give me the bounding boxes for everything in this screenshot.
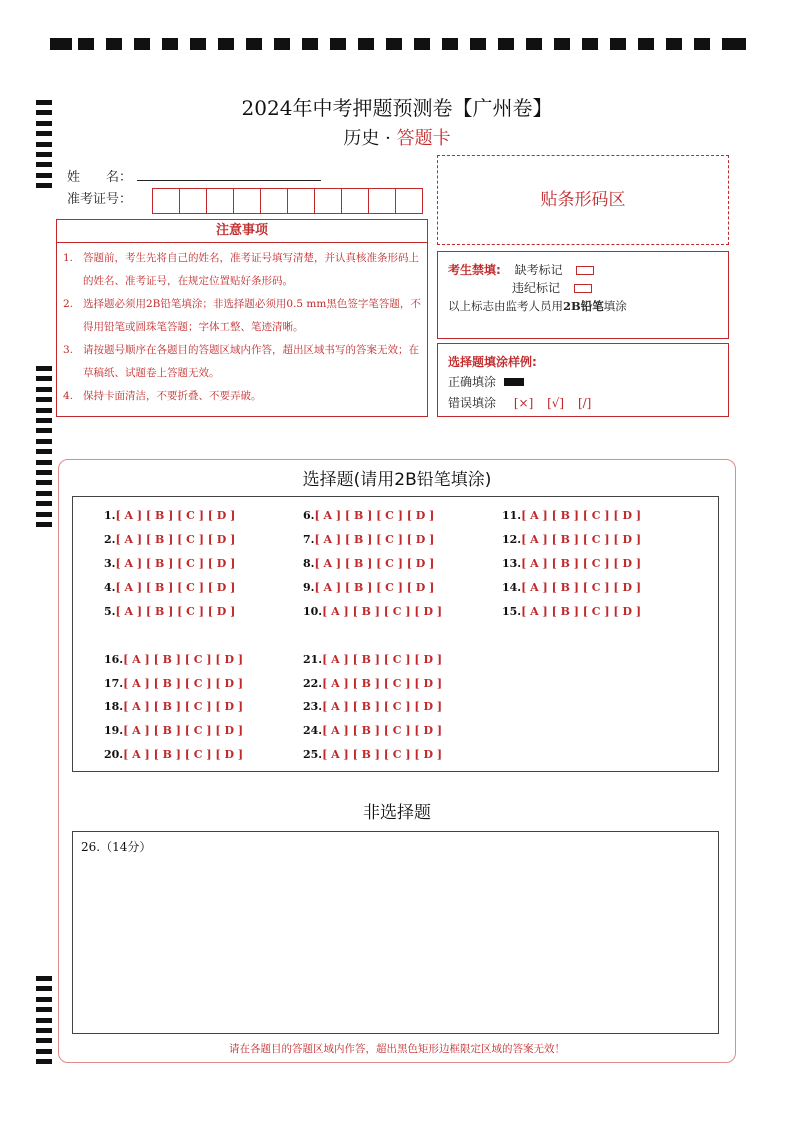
wrong-fill-row: 错误填涂 [×] [√] [/] bbox=[448, 396, 592, 410]
question-number: 11. bbox=[502, 509, 522, 522]
alignment-mark bbox=[526, 38, 542, 50]
forbidden-label: 考生禁填: bbox=[448, 263, 501, 277]
alignment-mark bbox=[414, 38, 430, 50]
mcq-question-row[interactable] bbox=[104, 653, 243, 666]
answer-options[interactable]: [ A ] [ B ] [ C ] [ D ] bbox=[123, 653, 244, 666]
answer-options[interactable]: [ A ] [ B ] [ C ] [ D ] bbox=[322, 724, 443, 737]
page-title: 2024年中考押题预测卷【广州卷】 bbox=[241, 96, 553, 120]
alignment-mark bbox=[470, 38, 486, 50]
question-number: 15. bbox=[502, 605, 522, 618]
mcq-question-row[interactable] bbox=[502, 509, 641, 522]
answer-options[interactable]: [ A ] [ B ] [ C ] [ D ] bbox=[322, 653, 443, 666]
absent-mark-box[interactable] bbox=[576, 266, 594, 275]
alignment-mark bbox=[36, 376, 52, 381]
alignment-mark bbox=[36, 418, 52, 423]
question-number: 3. bbox=[104, 557, 116, 570]
alignment-mark bbox=[302, 38, 318, 50]
answer-options[interactable]: [ A ] [ B ] [ C ] [ D ] bbox=[123, 724, 244, 737]
question-number: 21. bbox=[303, 653, 323, 666]
answer-options[interactable]: [ A ] [ B ] [ C ] [ D ] bbox=[521, 509, 642, 522]
question-number: 23. bbox=[303, 700, 323, 713]
mcq-question-row[interactable] bbox=[502, 533, 641, 546]
alignment-mark bbox=[78, 38, 94, 50]
alignment-mark bbox=[36, 1028, 52, 1033]
mcq-question-row[interactable] bbox=[104, 557, 235, 570]
mcq-question-row[interactable] bbox=[104, 700, 243, 713]
subject-label: 历史 bbox=[343, 128, 380, 149]
answer-options[interactable]: [ A ] [ B ] [ C ] [ D ] bbox=[322, 677, 443, 690]
alignment-mark bbox=[610, 38, 626, 50]
mcq-question-row[interactable] bbox=[104, 724, 243, 737]
alignment-mark bbox=[666, 38, 682, 50]
answer-options[interactable]: [ A ] [ B ] [ C ] [ D ] bbox=[123, 700, 244, 713]
non-mcq-title: 非选择题 bbox=[363, 803, 431, 823]
alignment-mark bbox=[36, 408, 52, 413]
name-label: 姓 名： bbox=[67, 170, 133, 185]
question-number: 10. bbox=[303, 605, 323, 618]
question-number: 24. bbox=[303, 724, 323, 737]
mcq-question-row[interactable] bbox=[303, 748, 442, 761]
alignment-mark bbox=[36, 501, 52, 506]
question-number: 18. bbox=[104, 700, 124, 713]
answer-options[interactable]: [ A ] [ B ] [ C ] [ D ] bbox=[322, 700, 443, 713]
answer-options[interactable]: [ A ] [ B ] [ C ] [ D ] bbox=[521, 581, 642, 594]
alignment-mark bbox=[36, 162, 52, 167]
alignment-mark bbox=[36, 387, 52, 392]
alignment-marks-top bbox=[50, 38, 746, 50]
mcq-question-row[interactable] bbox=[303, 700, 442, 713]
alignment-mark bbox=[274, 38, 290, 50]
forbidden-panel bbox=[437, 251, 729, 339]
alignment-mark bbox=[36, 397, 52, 402]
alignment-mark bbox=[36, 366, 52, 371]
mcq-question-row[interactable] bbox=[104, 605, 235, 618]
filled-mark-icon bbox=[504, 378, 524, 386]
alignment-mark bbox=[36, 428, 52, 433]
barcode-area: 贴条形码区 bbox=[437, 155, 729, 245]
violation-mark-box[interactable] bbox=[574, 284, 592, 293]
alignment-mark bbox=[190, 38, 206, 50]
answer-options[interactable]: [ A ] [ B ] [ C ] [ D ] bbox=[314, 509, 435, 522]
alignment-mark bbox=[106, 38, 122, 50]
alignment-mark bbox=[36, 491, 52, 496]
mcq-question-row[interactable] bbox=[303, 581, 434, 594]
alignment-mark bbox=[36, 986, 52, 991]
question-number: 22. bbox=[303, 677, 323, 690]
alignment-mark bbox=[36, 460, 52, 465]
question-26-label: 26.（14分） bbox=[81, 840, 152, 854]
alignment-mark bbox=[162, 38, 178, 50]
mcq-question-row[interactable] bbox=[502, 557, 641, 570]
notice-item: 4. 保持卡面清洁，不要折叠、不要弄破。 bbox=[63, 390, 262, 402]
mcq-question-row[interactable] bbox=[303, 557, 434, 570]
notice-heading: 注意事项 bbox=[57, 220, 427, 243]
alignment-mark bbox=[246, 38, 262, 50]
fill-sample-panel bbox=[437, 343, 729, 417]
mcq-question-row[interactable] bbox=[104, 509, 235, 522]
answer-options[interactable]: [ A ] [ B ] [ C ] [ D ] bbox=[314, 557, 435, 570]
mcq-question-row[interactable] bbox=[303, 605, 442, 618]
answer-options[interactable]: [ A ] [ B ] [ C ] [ D ] bbox=[115, 533, 236, 546]
mcq-question-row[interactable] bbox=[104, 677, 243, 690]
absent-mark-label: 缺考标记 bbox=[514, 263, 563, 277]
question-number: 7. bbox=[303, 533, 315, 546]
question-number: 6. bbox=[303, 509, 315, 522]
question-number: 20. bbox=[104, 748, 124, 761]
answer-options[interactable]: [ A ] [ B ] [ C ] [ D ] bbox=[322, 748, 443, 761]
question-number: 2. bbox=[104, 533, 116, 546]
answer-options[interactable]: [ A ] [ B ] [ C ] [ D ] bbox=[123, 677, 244, 690]
alignment-mark bbox=[36, 449, 52, 454]
answer-options[interactable]: [ A ] [ B ] [ C ] [ D ] bbox=[115, 509, 236, 522]
question-number: 19. bbox=[104, 724, 124, 737]
alignment-mark bbox=[722, 38, 746, 50]
alignment-mark bbox=[358, 38, 374, 50]
mcq-question-row[interactable] bbox=[104, 748, 243, 761]
question-number: 25. bbox=[303, 748, 323, 761]
alignment-mark bbox=[498, 38, 514, 50]
footer-note: 请在各题目的答题区域内作答，超出黑色矩形边框限定区域的答案无效！ bbox=[229, 1043, 565, 1055]
answer-options[interactable]: [ A ] [ B ] [ C ] [ D ] bbox=[115, 605, 236, 618]
alignment-mark bbox=[36, 1018, 52, 1023]
answer-options[interactable]: [ A ] [ B ] [ C ] [ D ] bbox=[115, 557, 236, 570]
mcq-question-row[interactable] bbox=[303, 653, 442, 666]
alignment-mark bbox=[36, 997, 52, 1002]
alignment-mark bbox=[330, 38, 346, 50]
alignment-mark bbox=[36, 1059, 52, 1064]
name-field[interactable] bbox=[137, 180, 321, 181]
question-number: 5. bbox=[104, 605, 116, 618]
question-number: 4. bbox=[104, 581, 116, 594]
notice-item: 3. 请按题号顺序在各题目的答题区域内作答，超出区域书写的答案无效；在草稿纸、试题卷上答题无效。 bbox=[63, 344, 419, 379]
forbidden-note: 以上标志由监考人员用2B铅笔填涂 bbox=[448, 299, 627, 313]
alignment-mark bbox=[36, 522, 52, 527]
card-label: 答题卡 bbox=[396, 128, 451, 149]
mcq-question-row[interactable] bbox=[104, 581, 235, 594]
title-separator: · bbox=[385, 128, 391, 149]
question-number: 17. bbox=[104, 677, 124, 690]
mcq-question-row[interactable] bbox=[303, 533, 434, 546]
exam-id-label: 准考证号： bbox=[67, 192, 133, 207]
alignment-mark bbox=[134, 38, 150, 50]
alignment-mark bbox=[36, 512, 52, 517]
answer-options[interactable]: [ A ] [ B ] [ C ] [ D ] bbox=[115, 581, 236, 594]
alignment-mark bbox=[694, 38, 710, 50]
question-number: 8. bbox=[303, 557, 315, 570]
question-number: 16. bbox=[104, 653, 124, 666]
mcq-question-row[interactable] bbox=[303, 677, 442, 690]
answer-options[interactable]: [ A ] [ B ] [ C ] [ D ] bbox=[314, 581, 435, 594]
mcq-question-row[interactable] bbox=[104, 533, 235, 546]
alignment-mark bbox=[36, 439, 52, 444]
answer-options[interactable]: [ A ] [ B ] [ C ] [ D ] bbox=[314, 533, 435, 546]
alignment-mark bbox=[442, 38, 458, 50]
question-number: 14. bbox=[502, 581, 522, 594]
violation-mark-label: 违纪标记 bbox=[512, 281, 561, 295]
exam-id-boxes[interactable] bbox=[153, 188, 423, 214]
alignment-mark bbox=[36, 152, 52, 157]
mcq-title: 选择题(请用2B铅笔填涂) bbox=[302, 470, 492, 490]
answer-options[interactable]: [ A ] [ B ] [ C ] [ D ] bbox=[123, 748, 244, 761]
mcq-question-row[interactable] bbox=[502, 581, 641, 594]
notice-panel bbox=[56, 219, 428, 417]
alignment-mark bbox=[218, 38, 234, 50]
alignment-mark bbox=[50, 38, 72, 50]
question-number: 12. bbox=[502, 533, 522, 546]
answer-options[interactable]: [ A ] [ B ] [ C ] [ D ] bbox=[322, 605, 443, 618]
correct-fill-row: 正确填涂 bbox=[448, 373, 524, 390]
mcq-question-row[interactable] bbox=[303, 724, 442, 737]
question-number: 1. bbox=[104, 509, 116, 522]
notice-item: 1. 答题前，考生先将自己的姓名，准考证号填写清楚，并认真核准条形码上的姓名、准考证号，在规定位置贴好条形码。 bbox=[63, 252, 419, 287]
question-number: 13. bbox=[502, 557, 522, 570]
answer-options[interactable]: [ A ] [ B ] [ C ] [ D ] bbox=[521, 533, 642, 546]
alignment-mark bbox=[386, 38, 402, 50]
alignment-mark bbox=[638, 38, 654, 50]
notice-list bbox=[57, 243, 427, 408]
alignment-mark bbox=[36, 173, 52, 178]
fill-sample-heading: 选择题填涂样例: bbox=[448, 355, 537, 369]
answer-options[interactable]: [ A ] [ B ] [ C ] [ D ] bbox=[521, 605, 642, 618]
alignment-mark bbox=[36, 976, 52, 981]
page-subtitle bbox=[0, 124, 794, 150]
alignment-mark bbox=[36, 1007, 52, 1012]
mcq-question-row[interactable] bbox=[502, 605, 641, 618]
answer-options[interactable]: [ A ] [ B ] [ C ] [ D ] bbox=[521, 557, 642, 570]
alignment-mark bbox=[582, 38, 598, 50]
alignment-mark bbox=[36, 183, 52, 188]
mcq-question-row[interactable] bbox=[303, 509, 434, 522]
question-26-answer-box[interactable] bbox=[72, 831, 719, 1034]
alignment-marks-left bbox=[36, 100, 52, 1080]
question-number: 9. bbox=[303, 581, 315, 594]
notice-item: 2. 选择题必须用2B铅笔填涂；非选择题必须用0.5 mm黑色签字笔答题，不得用铅笔或圆珠笔答题；字体工整、笔迹清晰。 bbox=[63, 298, 421, 333]
alignment-mark bbox=[554, 38, 570, 50]
